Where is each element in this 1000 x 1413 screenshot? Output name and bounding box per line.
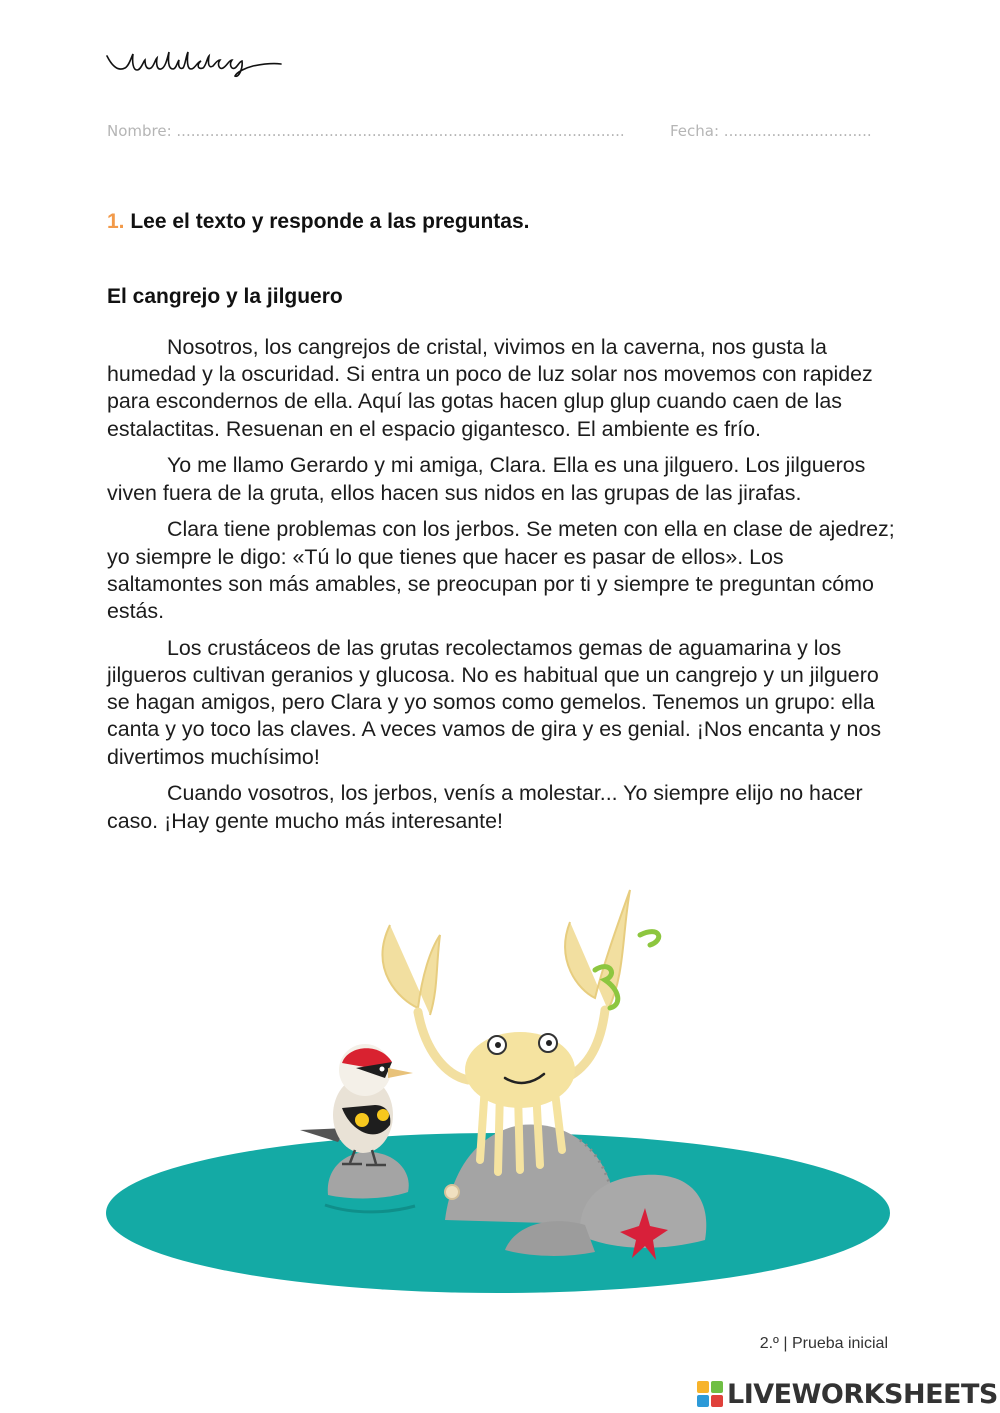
story-paragraph: Los crustáceos de las grutas recolectamos gemas de aguamarina y los jilgueros cultivan geranios y glucosa. No es habitual que un cangrejo y un jilguero se hagan amigos, pero Clara y yo somos como gemelos. Tenemos un grupo: ella canta y yo toco las claves. A veces vamos de gira y es genial. ¡Nos encanta y nos divertimos muchísimo! (107, 635, 882, 769)
story-text (107, 334, 897, 844)
task-number: 1. (107, 210, 125, 233)
story-paragraph: Nosotros, los cangrejos de cristal, vivimos en la caverna, nos gusta la humedad y la oscuridad. Si entra un poco de luz solar nos movemos con rapidez para escondernos de ella. Aquí las gotas hacen glup glup cuando caen de las estalactitas. Resuenan en el espacio gigantesco. El ambiente es frío. (107, 335, 873, 441)
liveworksheets-watermark (697, 1378, 998, 1410)
logo-text (105, 48, 285, 82)
nombre-field[interactable]: Nombre: .............................................................................................. (107, 122, 625, 140)
story-paragraph: Cuando vosotros, los jerbos, venís a molestar... Yo siempre elijo no hacer caso. ¡Hay gente mucho más interesante! (107, 781, 863, 833)
story-paragraph: Yo me llamo Gerardo y mi amiga, Clara. Ella es una jilguero. Los jilgueros viven fuera de la gruta, ellos hacen sus nidos en las grupas de las jirafas. (107, 453, 866, 505)
ludiletras-logo (105, 48, 285, 82)
story-paragraph: Clara tiene problemas con los jerbos. Se meten con ella en clase de ajedrez; yo siempre le digo: «Tú lo que tienes que hacer es pasar de ellos». Los saltamontes son más amables, se preocupan por ti y siempre te preguntan cómo estás. (107, 517, 895, 624)
right-claw (565, 890, 630, 1010)
story-title: El cangrejo y la jilguero (107, 285, 343, 308)
fecha-field[interactable]: Fecha: ............................... (670, 122, 872, 140)
task-instruction: Lee el texto y responde a las preguntas. (130, 210, 530, 233)
task-heading (107, 210, 530, 234)
liveworksheets-logo-icon (697, 1381, 723, 1407)
left-claw (383, 925, 440, 1015)
footer-label: 2.º | Prueba inicial (759, 1335, 888, 1352)
crab-bird-illustration (100, 880, 900, 1300)
watermark-text: LIVEWORKSHEETS (727, 1378, 998, 1410)
